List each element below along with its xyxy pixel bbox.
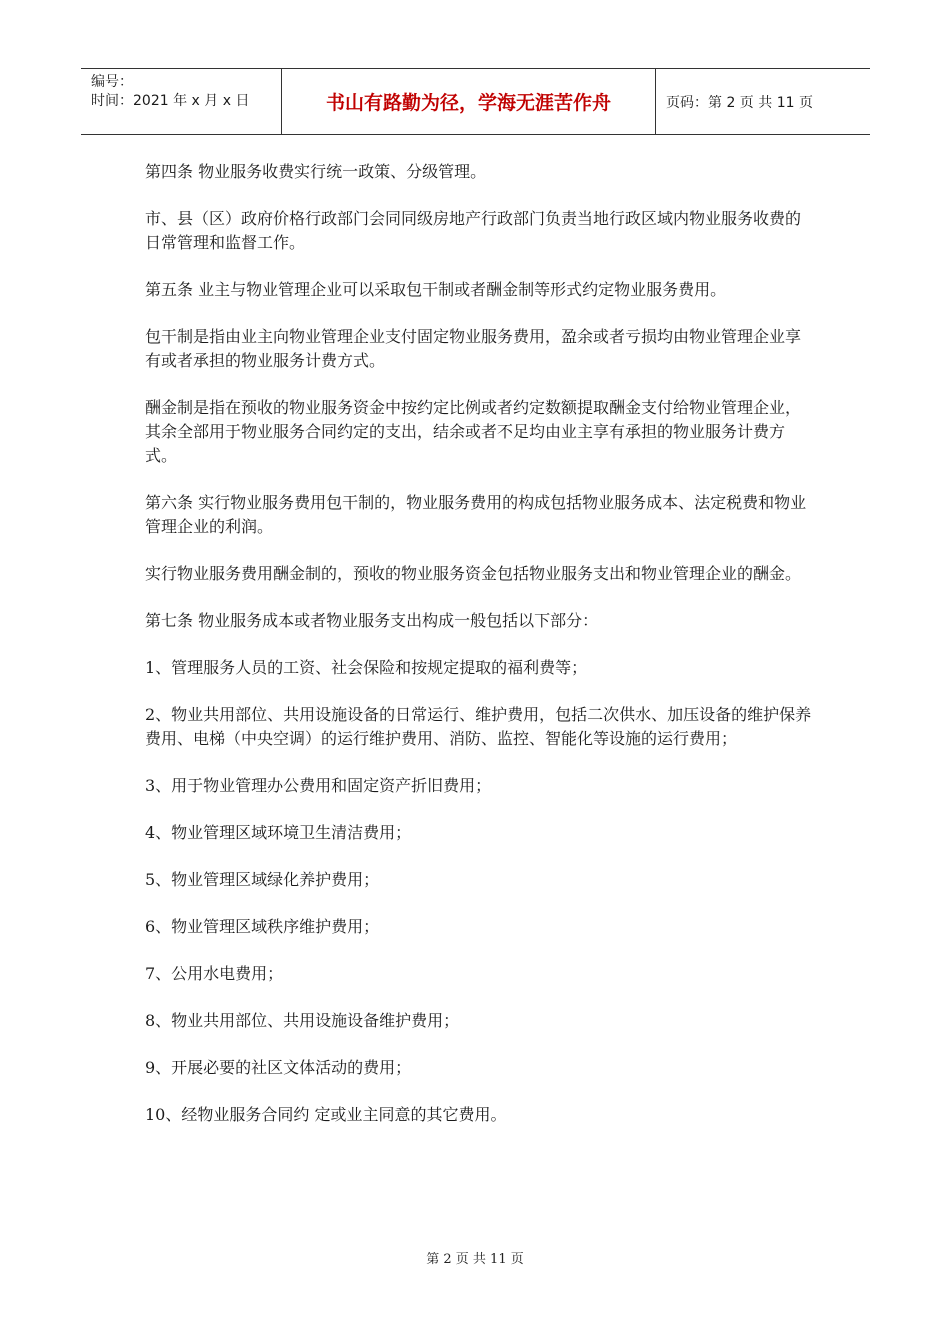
header-page-info: 页码：第 2 页 共 11 页: [666, 94, 813, 111]
paragraph: 市、县（区）政府价格行政部门会同同级房地产行政部门负责当地行政区域内物业服务收费的日常管理和监督工作。: [145, 209, 802, 252]
page-header: [81, 68, 870, 135]
list-item: 2、物业共用部位、共用设施设备的日常运行、维护费用，包括二次供水、加压设备的维护保养费用、电梯（中央空调）的运行维护费用、消防、监控、智能化等设施的运行费用；: [145, 705, 812, 748]
paragraph: 包干制是指由业主向物业管理企业支付固定物业服务费用，盈余或者亏损均由物业管理企业享有或者承担的物业服务计费方式。: [145, 327, 802, 370]
header-meta: [81, 69, 282, 134]
paragraph: 第七条 物业服务成本或者物业服务支出构成一般包括以下部分：: [145, 611, 599, 630]
header-motto: 书山有路勤为径，学海无涯苦作舟: [282, 69, 656, 134]
list-item: 7、公用水电费用；: [145, 964, 284, 983]
paragraph: 第四条 物业服务收费实行统一政策、分级管理。: [145, 162, 487, 181]
list-item: 3、用于物业管理办公费用和固定资产折旧费用；: [145, 776, 492, 795]
document-body: [145, 160, 815, 1150]
list-item: 6、物业管理区域秩序维护费用；: [145, 917, 380, 936]
list-item: 5、物业管理区域绿化养护费用；: [145, 870, 380, 889]
paragraph: 第六条 实行物业服务费用包干制的，物业服务费用的构成包括物业服务成本、法定税费和物业管理企业的利润。: [145, 493, 807, 536]
list-item: 4、物业管理区域环境卫生清洁费用；: [145, 823, 412, 842]
paragraph: 第五条 业主与物业管理企业可以采取包干制或者酬金制等形式约定物业服务费用。: [145, 280, 727, 299]
page-footer: 第 2 页 共 11 页: [426, 1252, 524, 1267]
list-item: 9、开展必要的社区文体活动的费用；: [145, 1058, 412, 1077]
paragraph: 实行物业服务费用酬金制的，预收的物业服务资金包括物业服务支出和物业管理企业的酬金。: [145, 564, 802, 583]
paragraph: 酬金制是指在预收的物业服务资金中按约定比例或者约定数额提取酬金支付给物业管理企业，其余全部用于物业服务合同约定的支出，结余或者不足均由业主享有承担的物业服务计费方式。: [145, 398, 802, 465]
document-date: 时间：2021 年 x 月 x 日: [91, 93, 250, 109]
list-item: 10、经物业服务合同约 定或业主同意的其它费用。: [145, 1105, 507, 1124]
document-number: 编号：: [91, 74, 133, 90]
list-item: 8、物业共用部位、共用设施设备维护费用；: [145, 1011, 460, 1030]
list-item: 1、管理服务人员的工资、社会保险和按规定提取的福利费等；: [145, 658, 588, 677]
